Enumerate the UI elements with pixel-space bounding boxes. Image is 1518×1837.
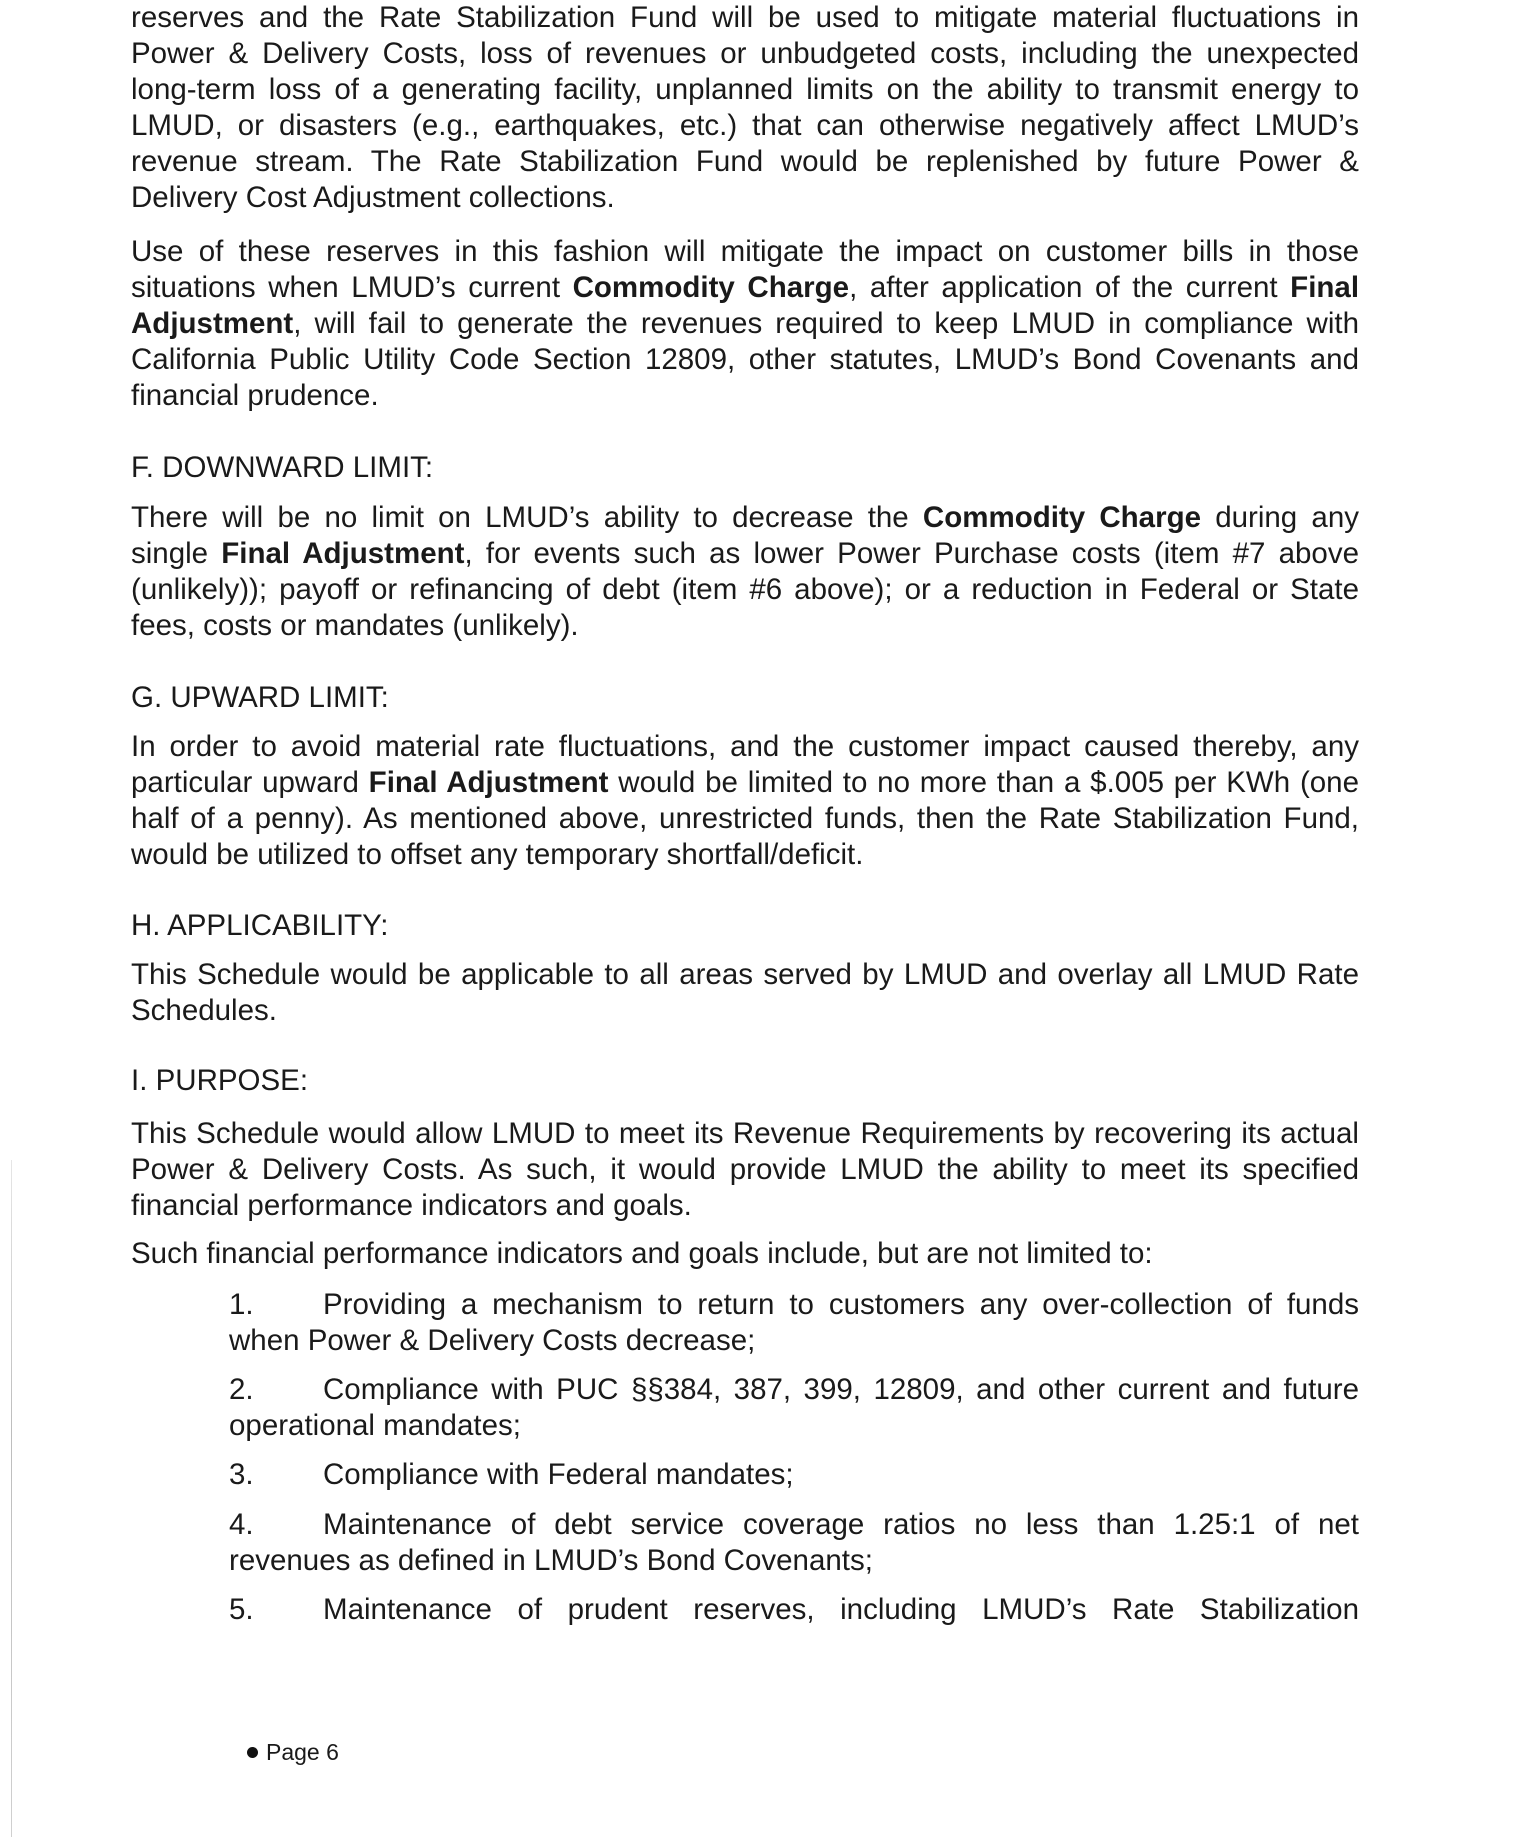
intro-paragraph-1: reserves and the Rate Stabilization Fund will be used to mitigate material fluctuations in Power & Delivery Costs, loss of revenues or unbudgeted costs, including the unexpected long-term loss of a generating facility, unplanned limits on the ability to transmit energy to LMUD, or disasters (e.g., earthquakes, etc.) that can otherwise negatively affect LMUD’s revenue stream. The Rate Stabilization Fund would be replenished by future Power & Delivery Cost Adjustment collections.	[131, 1, 1359, 214]
list-item: 4. Maintenance of debt service coverage ratios no less than 1.25:1 of net revenues as defined in LMUD’s Bond Covenants;	[229, 1508, 1359, 1577]
section-i-body: This Schedule would allow LMUD to meet its Revenue Requirements by recovering its actual Power & Delivery Costs. As such, it would provide LMUD the ability to meet its specified financial performance indicators and goals.	[131, 1117, 1359, 1222]
section-h-body: This Schedule would be applicable to all areas served by LMUD and overlay all LMUD Rate Schedules.	[131, 958, 1359, 1027]
section-i-heading: I. PURPOSE:	[131, 1064, 309, 1097]
section-g-heading: G. UPWARD LIMIT:	[131, 681, 389, 714]
section-g-body: In order to avoid material rate fluctuations, and the customer impact caused thereby, any particular upward Final Adjustment would be limited to no more than a $.005 per KWh (one half of a penny). As mentioned above, unrestricted funds, then the Rate Stabilization Fund, would be utilized to offset any temporary shortfall/deficit.	[131, 730, 1359, 871]
section-i-list-intro: Such financial performance indicators and goals include, but are not limited to:	[131, 1237, 1153, 1270]
page-footer	[247, 1737, 339, 1767]
section-f-heading: F. DOWNWARD LIMIT:	[131, 451, 434, 484]
intro-paragraph-2: Use of these reserves in this fashion will mitigate the impact on customer bills in those situations when LMUD’s current Commodity Charge, after application of the current Final Adjustment, will fail to generate the revenues required to keep LMUD in compliance with California Public Utility Code Section 12809, other statutes, LMUD’s Bond Covenants and financial prudence.	[131, 235, 1360, 412]
scan-edge-line	[11, 1160, 12, 1837]
bullet-icon	[247, 1747, 258, 1758]
section-f-body: There will be no limit on LMUD’s ability to decrease the Commodity Charge during any single Final Adjustment, for events such as lower Power Purchase costs (item #7 above (unlikely)); payoff or refinancing of debt (item #6 above); or a reduction in Federal or State fees, costs or mandates (unlikely).	[131, 501, 1359, 642]
section-h-heading: H. APPLICABILITY:	[131, 909, 389, 942]
list-item: 1. Providing a mechanism to return to customers any over-collection of funds when Power & Delivery Costs decrease;	[229, 1288, 1359, 1357]
page-number: Page 6	[266, 1739, 339, 1765]
list-item: 5. Maintenance of prudent reserves, including LMUD’s Rate Stabilization	[229, 1593, 1359, 1626]
list-item: 3. Compliance with Federal mandates;	[229, 1458, 794, 1491]
list-item: 2. Compliance with PUC §§384, 387, 399, 12809, and other current and future operational mandates;	[229, 1373, 1359, 1442]
